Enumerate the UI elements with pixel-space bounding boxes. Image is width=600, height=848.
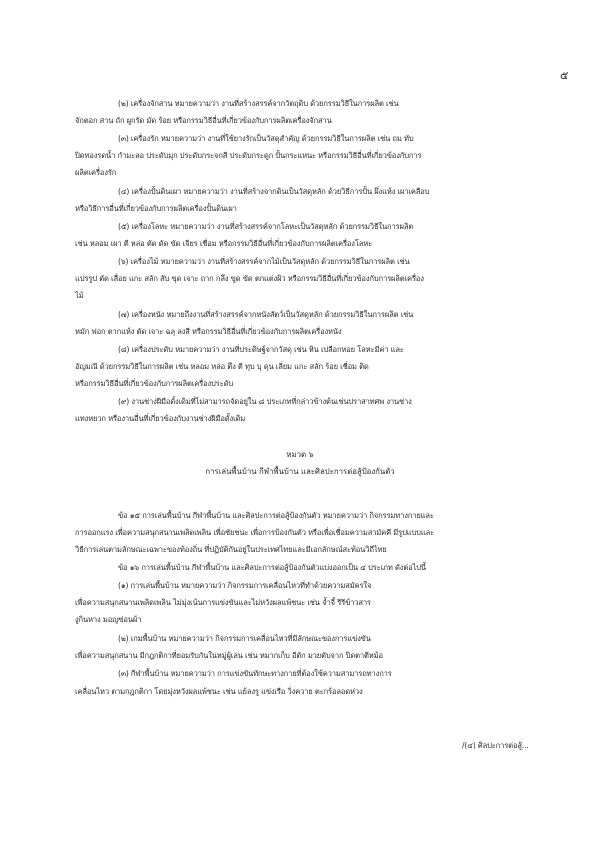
- section-heading: หมวด ๖: [286, 450, 314, 459]
- text-line: หมัก ฟอก ตากแห้ง ตัด เจาะ ฉลุ ลงสี หรือกรรมวิธีอื่นที่เกี่ยวข้องกับการผลิตเครื่องหนัง: [75, 327, 342, 336]
- text-line: เคลื่อนไหว ตามกฎกติกา โดยมุ่งหวังผลแพ้ชนะ เช่น แย้ลงรู แข่งเรือ วิ่งควาย ตะกร้อลอดห่วง: [75, 687, 363, 696]
- text-line: (๒) เกมพื้นบ้าน หมายความว่า กิจกรรมการเคลื่อนไหวที่มีลักษณะของการแข่งขัน: [118, 634, 371, 643]
- text-line: เพื่อความสนุกสนาน มีกฎกติกาที่ยอมรับกันในหมู่ผู้เล่น เช่น หมากเก็บ อีตัก มวยตับจาก ปิดตาตีหม้อ: [75, 651, 383, 660]
- text-line: ข้อ ๑๕ การเล่นพื้นบ้าน กีฬาพื้นบ้าน และศิลปะการต่อสู้ป้องกันตัว หมายความว่า กิจกรรมทางกายและ: [118, 511, 434, 520]
- text-line: เพื่อความสนุกสนานเพลิดเพลิน ไม่มุ่งเน้นการแข่งขันและไม่หวังผลแพ้ชนะ เช่น จ้ำจี้ รีรีข้าวสาร: [75, 598, 371, 607]
- text-line: อัญมณี ด้วยกรรมวิธีในการผลิต เช่น หลอม หล่อ ตึง ตี ทุบ บุ ดุน เลี่ยม แกะ สลัก ร้อย เชื่อม ติด: [75, 362, 369, 371]
- text-line: (๓) กีฬาพื้นบ้าน หมายความว่า การแข่งขันทักษะทางกายที่ต้องใช้ความสามารถทางการ: [118, 669, 392, 678]
- text-line: วิธีการเล่นตามลักษณะเฉพาะของท้องถิ่น ที่ปฏิบัติกันอยู่ในประเทศไทยและมีเอกลักษณ์สะท้อนวิถีไทย: [75, 545, 387, 554]
- text-line: เช่น หลอม เผา ตี หล่อ ตัด ดัด ขัด เจียร เชื่อม หรือกรรมวิธีอื่นที่เกี่ยวข้องกับการผลิตเครื่องโลหะ: [75, 239, 373, 248]
- text-line: (๒) เครื่องจักสาน หมายความว่า งานที่สร้างสรรค์จากวัตถุดิบ ด้วยกรรมวิธีในการผลิต เช่น: [118, 99, 399, 108]
- text-line: การออกแรง เพื่อความสนุกสนานเพลิดเพลิน เพื่อชัยชนะ เพื่อการป้องกันตัว หรือเพื่อเชื่อมความสามัคคี มีรูปแบบและ: [75, 528, 435, 537]
- text-line: (๘) เครื่องประดับ หมายความว่า งานที่ประดิษฐ์จากวัสดุ เช่น หิน เปลือกหอย โลหะมีค่า และ: [118, 345, 404, 354]
- text-line: หรือวิธีการอื่นที่เกี่ยวข้องกับการผลิตเครื่องปั้นดินเผา: [75, 204, 237, 213]
- text-line: ไม้: [75, 291, 84, 300]
- text-line: ข้อ ๑๖ การเล่นพื้นบ้าน กีฬาพื้นบ้าน และศิลปะการต่อสู้ป้องกันตัวแบ่งออกเป็น ๔ ประเภท ดังต่อไปนี้: [118, 563, 426, 572]
- text-line: ผลิตเครื่องรัก: [75, 168, 117, 177]
- text-line: (๙) งานช่างฝีมือดั้งเดิมที่ไม่สามารถจัดอยู่ใน ๘ ประเภทที่กล่าวข้างต้นเช่นปราสาทศพ งานช่าง: [118, 397, 412, 406]
- text-line: งูกินหาง มอญซ่อนผ้า: [75, 615, 142, 624]
- text-line: (๖) เครื่องไม้ หมายความว่า งานที่สร้างสรรค์จากไม้เป็นวัสดุหลัก ด้วยกรรมวิธีในการผลิต เช่น: [118, 257, 410, 266]
- text-line: (๔) เครื่องปั้นดินเผา หมายความว่า งานที่สร้างจากดินเป็นวัสดุหลัก ด้วยวิธีการปั้น ผึ่งแห้ง เผาเคลือบ: [118, 187, 430, 196]
- text-line: (๓) เครื่องรัก หมายความว่า งานที่ใช้ยางรักเป็นวัสดุสำคัญ ด้วยกรรมวิธีในการผลิต เช่น ถม ทับ: [118, 134, 414, 143]
- text-line: (๕) เครื่องโลหะ หมายความว่า งานที่สร้างสรรค์จากโลหะเป็นวัสดุหลัก ด้วยกรรมวิธีในการผลิต: [118, 222, 414, 231]
- text-line: แทงหยวก หรืองานอื่นที่เกี่ยวข้องกับงานช่างฝีมือดั้งเดิม: [75, 414, 246, 423]
- text-line: หรือกรรมวิธีอื่นที่เกี่ยวข้องกับการผลิตเครื่องประดับ: [75, 379, 234, 388]
- text-line: (๑) การเล่นพื้นบ้าน หมายความว่า กิจกรรมการเคลื่อนไหวที่ทำด้วยความสมัครใจ: [118, 581, 372, 590]
- text-line: ปิดทองรดน้ำ กำมะลอ ประดับมุก ประดับกระจกสี ประดับกระดูก ปั้นกระแหนะ หรือกรรมวิธีอื่นที่เกี่ยวข้องกับการ: [75, 151, 422, 160]
- footer-continuation: /(๔) ศิลปะการต่อสู้...: [462, 741, 529, 750]
- text-line: แปรรูป ตัด เลื่อย แกะ สลัก สับ ขุด เจาะ ถาก กลึง ขูด ขัด ตกแต่งผิว หรือกรรมวิธีอื่นที่เกี่ยวข้องกับการผลิตเครื่อง: [75, 274, 424, 283]
- text-line: (๗) เครื่องหนัง หมายถึงงานที่สร้างสรรค์จากหนังสัตว์เป็นวัสดุหลัก ด้วยกรรมวิธีในการผลิต เช่น: [118, 310, 414, 319]
- section-title: การเล่นพื้นบ้าน กีฬาพื้นบ้าน และศิลปะการต่อสู้ป้องกันตัว: [205, 467, 395, 476]
- page-number: ๕: [560, 69, 569, 82]
- text-line: จักตอก สาน ถัก ผูกรัด มัด ร้อย หรือกรรมวิธีอื่นที่เกี่ยวข้องกับการผลิตเครื่องจักสาน: [75, 116, 332, 125]
